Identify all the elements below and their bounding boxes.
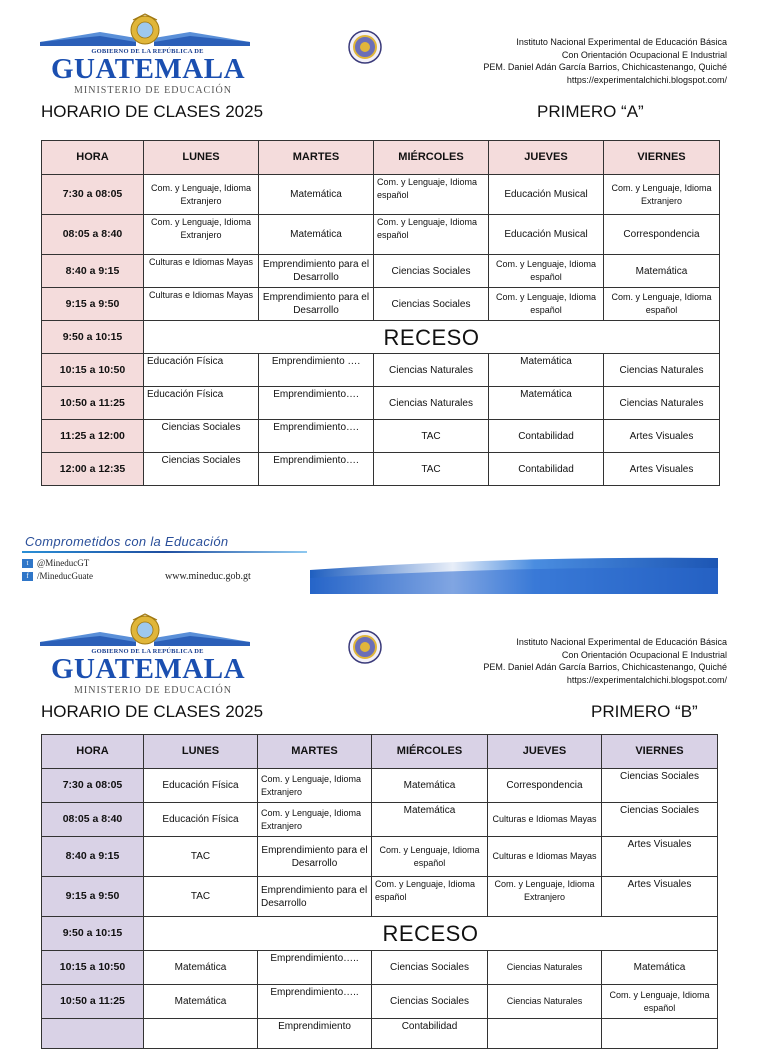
coat-of-arms-icon (40, 12, 250, 46)
class-cell: Artes Visuales (604, 420, 720, 453)
class-cell: Matemática (604, 255, 720, 288)
class-cell: Matemática (489, 387, 604, 420)
class-cell (488, 1019, 602, 1049)
time-cell: 08:05 a 8:40 (42, 803, 144, 837)
guatemala-wordmark: GUATEMALA (50, 53, 246, 85)
time-cell: 9:50 a 10:15 (42, 321, 144, 354)
class-cell: Culturas e Idiomas Mayas (144, 288, 259, 321)
class-cell: Emprendimiento…. (259, 420, 374, 453)
class-cell: TAC (144, 837, 258, 877)
column-header: HORA (42, 141, 144, 175)
class-cell: Ciencias Sociales (374, 288, 489, 321)
column-header: JUEVES (489, 141, 604, 175)
facebook-icon: f (22, 572, 33, 581)
class-cell: Com. y Lenguaje, Idioma español (372, 877, 488, 917)
table-row (42, 175, 720, 215)
class-cell: Com. y Lenguaje, Idioma español (372, 837, 488, 877)
class-cell: Educación Física (144, 803, 258, 837)
institution-line: Con Orientación Ocupacional E Industrial (561, 49, 727, 60)
class-cell: Ciencias Sociales (144, 420, 259, 453)
class-cell: Emprendimiento…. (259, 453, 374, 486)
class-cell: TAC (144, 877, 258, 917)
institution-info (483, 36, 727, 86)
recess-cell: RECESO (144, 917, 718, 951)
class-cell: Ciencias Naturales (374, 354, 489, 387)
class-cell: Matemática (372, 803, 488, 837)
class-cell: Emprendimiento para el Desarrollo (259, 255, 374, 288)
table-row (42, 769, 718, 803)
guatemala-logo (40, 612, 250, 700)
table-row (42, 420, 720, 453)
schedule-table (41, 140, 720, 486)
class-cell: Emprendimiento …. (259, 354, 374, 387)
schedule-table (41, 734, 718, 1049)
time-cell: 10:15 a 10:50 (42, 354, 144, 387)
institution-line: Con Orientación Ocupacional E Industrial (561, 649, 727, 660)
table-row (42, 453, 720, 486)
table-header-row (42, 141, 720, 175)
table-row (42, 803, 718, 837)
column-header: VIERNES (602, 735, 718, 769)
institution-url: https://experimentalchichi.blogspot.com/ (566, 674, 727, 685)
time-cell: 7:30 a 08:05 (42, 769, 144, 803)
table-row (42, 354, 720, 387)
class-cell: Com. y Lenguaje, Idioma español (489, 288, 604, 321)
institution-info (483, 636, 727, 686)
class-cell: Correspondencia (488, 769, 602, 803)
column-header: LUNES (144, 735, 258, 769)
time-cell: 10:50 a 11:25 (42, 985, 144, 1019)
class-cell: Com. y Lenguaje, Idioma Extranjero (258, 803, 372, 837)
table-row (42, 215, 720, 255)
time-cell (42, 1019, 144, 1049)
website-link[interactable]: www.mineduc.gob.gt (165, 571, 251, 582)
twitter-text: @MineducGT (37, 558, 90, 568)
time-cell: 12:00 a 12:35 (42, 453, 144, 486)
table-row (42, 288, 720, 321)
time-cell: 8:40 a 9:15 (42, 837, 144, 877)
institution-line: PEM. Daniel Adán García Barrios, Chichicastenango, Quiché (483, 662, 727, 672)
time-cell: 11:25 a 12:00 (42, 420, 144, 453)
column-header: MARTES (258, 735, 372, 769)
facebook-handle[interactable] (22, 571, 93, 581)
institution-line: Instituto Nacional Experimental de Educación Básica (516, 37, 727, 47)
ministry-banner (0, 530, 768, 596)
table-row-recess (42, 917, 718, 951)
class-cell: Educación Musical (489, 175, 604, 215)
guatemala-wordmark: GUATEMALA (50, 653, 246, 685)
facebook-text: /MineducGuate (37, 571, 93, 581)
table-row-recess (42, 321, 720, 354)
institution-line: Instituto Nacional Experimental de Educación Básica (516, 637, 727, 647)
time-cell: 10:50 a 11:25 (42, 387, 144, 420)
class-cell: Correspondencia (604, 215, 720, 255)
class-cell: Ciencias Sociales (144, 453, 259, 486)
class-cell: Com. y Lenguaje, Idioma español (489, 255, 604, 288)
class-cell: Culturas e Idiomas Mayas (144, 255, 259, 288)
class-cell: TAC (374, 420, 489, 453)
time-cell: 8:40 a 9:15 (42, 255, 144, 288)
guatemala-logo (40, 12, 250, 100)
school-seal-icon (348, 630, 382, 664)
column-header: HORA (42, 735, 144, 769)
class-cell: Emprendimiento…. (259, 387, 374, 420)
class-cell: Matemática (259, 175, 374, 215)
class-cell: Artes Visuales (602, 837, 718, 877)
class-cell: Ciencias Sociales (602, 803, 718, 837)
time-cell: 9:15 a 9:50 (42, 288, 144, 321)
table-row (42, 985, 718, 1019)
institution-line: PEM. Daniel Adán García Barrios, Chichicastenango, Quiché (483, 62, 727, 72)
class-cell: Emprendimiento….. (258, 985, 372, 1019)
class-cell: Com. y Lenguaje, Idioma español (374, 175, 489, 215)
banner-motto: Comprometidos con la Educación (25, 534, 229, 549)
class-cell: Matemática (259, 215, 374, 255)
class-cell: Ciencias Naturales (488, 951, 602, 985)
class-cell: Emprendimiento….. (258, 951, 372, 985)
class-cell: Ciencias Sociales (602, 769, 718, 803)
class-cell (602, 1019, 718, 1049)
class-cell (144, 1019, 258, 1049)
gobierno-label: GOBIERNO DE LA REPÚBLICA DE (91, 648, 204, 655)
class-cell: Com. y Lenguaje, Idioma Extranjero (144, 175, 259, 215)
banner-ribbon (310, 556, 718, 594)
class-cell: Artes Visuales (604, 453, 720, 486)
class-cell: Com. y Lenguaje, Idioma Extranjero (604, 175, 720, 215)
class-cell: Com. y Lenguaje, Idioma Extranjero (488, 877, 602, 917)
time-cell: 9:15 a 9:50 (42, 877, 144, 917)
gobierno-label: GOBIERNO DE LA REPÚBLICA DE (91, 48, 204, 55)
table-row (42, 255, 720, 288)
class-cell: Emprendimiento (258, 1019, 372, 1049)
class-cell: TAC (374, 453, 489, 486)
institution-url: https://experimentalchichi.blogspot.com/ (566, 74, 727, 85)
class-cell: Educación Musical (489, 215, 604, 255)
class-cell: Educación Física (144, 354, 259, 387)
table-row (42, 837, 718, 877)
class-cell: Ciencias Sociales (372, 985, 488, 1019)
class-cell: Contabilidad (489, 453, 604, 486)
class-cell: Emprendimiento para el Desarrollo (259, 288, 374, 321)
time-cell: 08:05 a 8:40 (42, 215, 144, 255)
class-cell: Matemática (144, 985, 258, 1019)
class-cell: Educación Física (144, 387, 259, 420)
class-cell: Matemática (602, 951, 718, 985)
class-cell: Com. y Lenguaje, Idioma Extranjero (144, 215, 259, 255)
class-cell: Contabilidad (489, 420, 604, 453)
class-cell: Emprendimiento para el Desarrollo (258, 837, 372, 877)
class-cell: Ciencias Naturales (604, 387, 720, 420)
class-cell: Matemática (144, 951, 258, 985)
class-cell: Ciencias Naturales (374, 387, 489, 420)
recess-cell: RECESO (144, 321, 720, 354)
twitter-handle[interactable] (22, 558, 89, 568)
class-cell: Ciencias Sociales (372, 951, 488, 985)
twitter-icon: t (22, 559, 33, 568)
class-cell: Emprendimiento para el Desarrollo (258, 877, 372, 917)
schedule-title: HORARIO DE CLASES 2025 (41, 702, 264, 721)
class-cell: Com. y Lenguaje, Idioma español (604, 288, 720, 321)
table-header-row (42, 735, 718, 769)
class-cell: Artes Visuales (602, 877, 718, 917)
class-cell: Com. y Lenguaje, Idioma español (602, 985, 718, 1019)
class-cell: Culturas e Idiomas Mayas (488, 803, 602, 837)
time-cell: 10:15 a 10:50 (42, 951, 144, 985)
class-cell: Matemática (489, 354, 604, 387)
class-cell: Contabilidad (372, 1019, 488, 1049)
class-cell: Culturas e Idiomas Mayas (488, 837, 602, 877)
column-header: JUEVES (488, 735, 602, 769)
class-cell: Matemática (372, 769, 488, 803)
column-header: LUNES (144, 141, 259, 175)
class-cell: Com. y Lenguaje, Idioma español (374, 215, 489, 255)
coat-of-arms-icon (40, 612, 250, 646)
table-row (42, 951, 718, 985)
column-header: MARTES (259, 141, 374, 175)
class-cell: Ciencias Naturales (604, 354, 720, 387)
grade-label: PRIMERO “B” (591, 702, 698, 721)
table-row-partial (42, 1019, 718, 1049)
class-cell: Com. y Lenguaje, Idioma Extranjero (258, 769, 372, 803)
column-header: MIÉRCOLES (372, 735, 488, 769)
motto-underline (22, 551, 307, 553)
class-cell: Educación Física (144, 769, 258, 803)
school-seal-icon (348, 30, 382, 64)
ministry-label: MINISTERIO DE EDUCACIÓN (74, 85, 232, 96)
schedule-title: HORARIO DE CLASES 2025 (41, 102, 264, 121)
time-cell: 7:30 a 08:05 (42, 175, 144, 215)
column-header: VIERNES (604, 141, 720, 175)
ministry-label: MINISTERIO DE EDUCACIÓN (74, 685, 232, 696)
class-cell: Ciencias Naturales (488, 985, 602, 1019)
class-cell: Ciencias Sociales (374, 255, 489, 288)
table-row (42, 387, 720, 420)
time-cell: 9:50 a 10:15 (42, 917, 144, 951)
column-header: MIÉRCOLES (374, 141, 489, 175)
table-row (42, 877, 718, 917)
grade-label: PRIMERO “A” (537, 102, 644, 121)
